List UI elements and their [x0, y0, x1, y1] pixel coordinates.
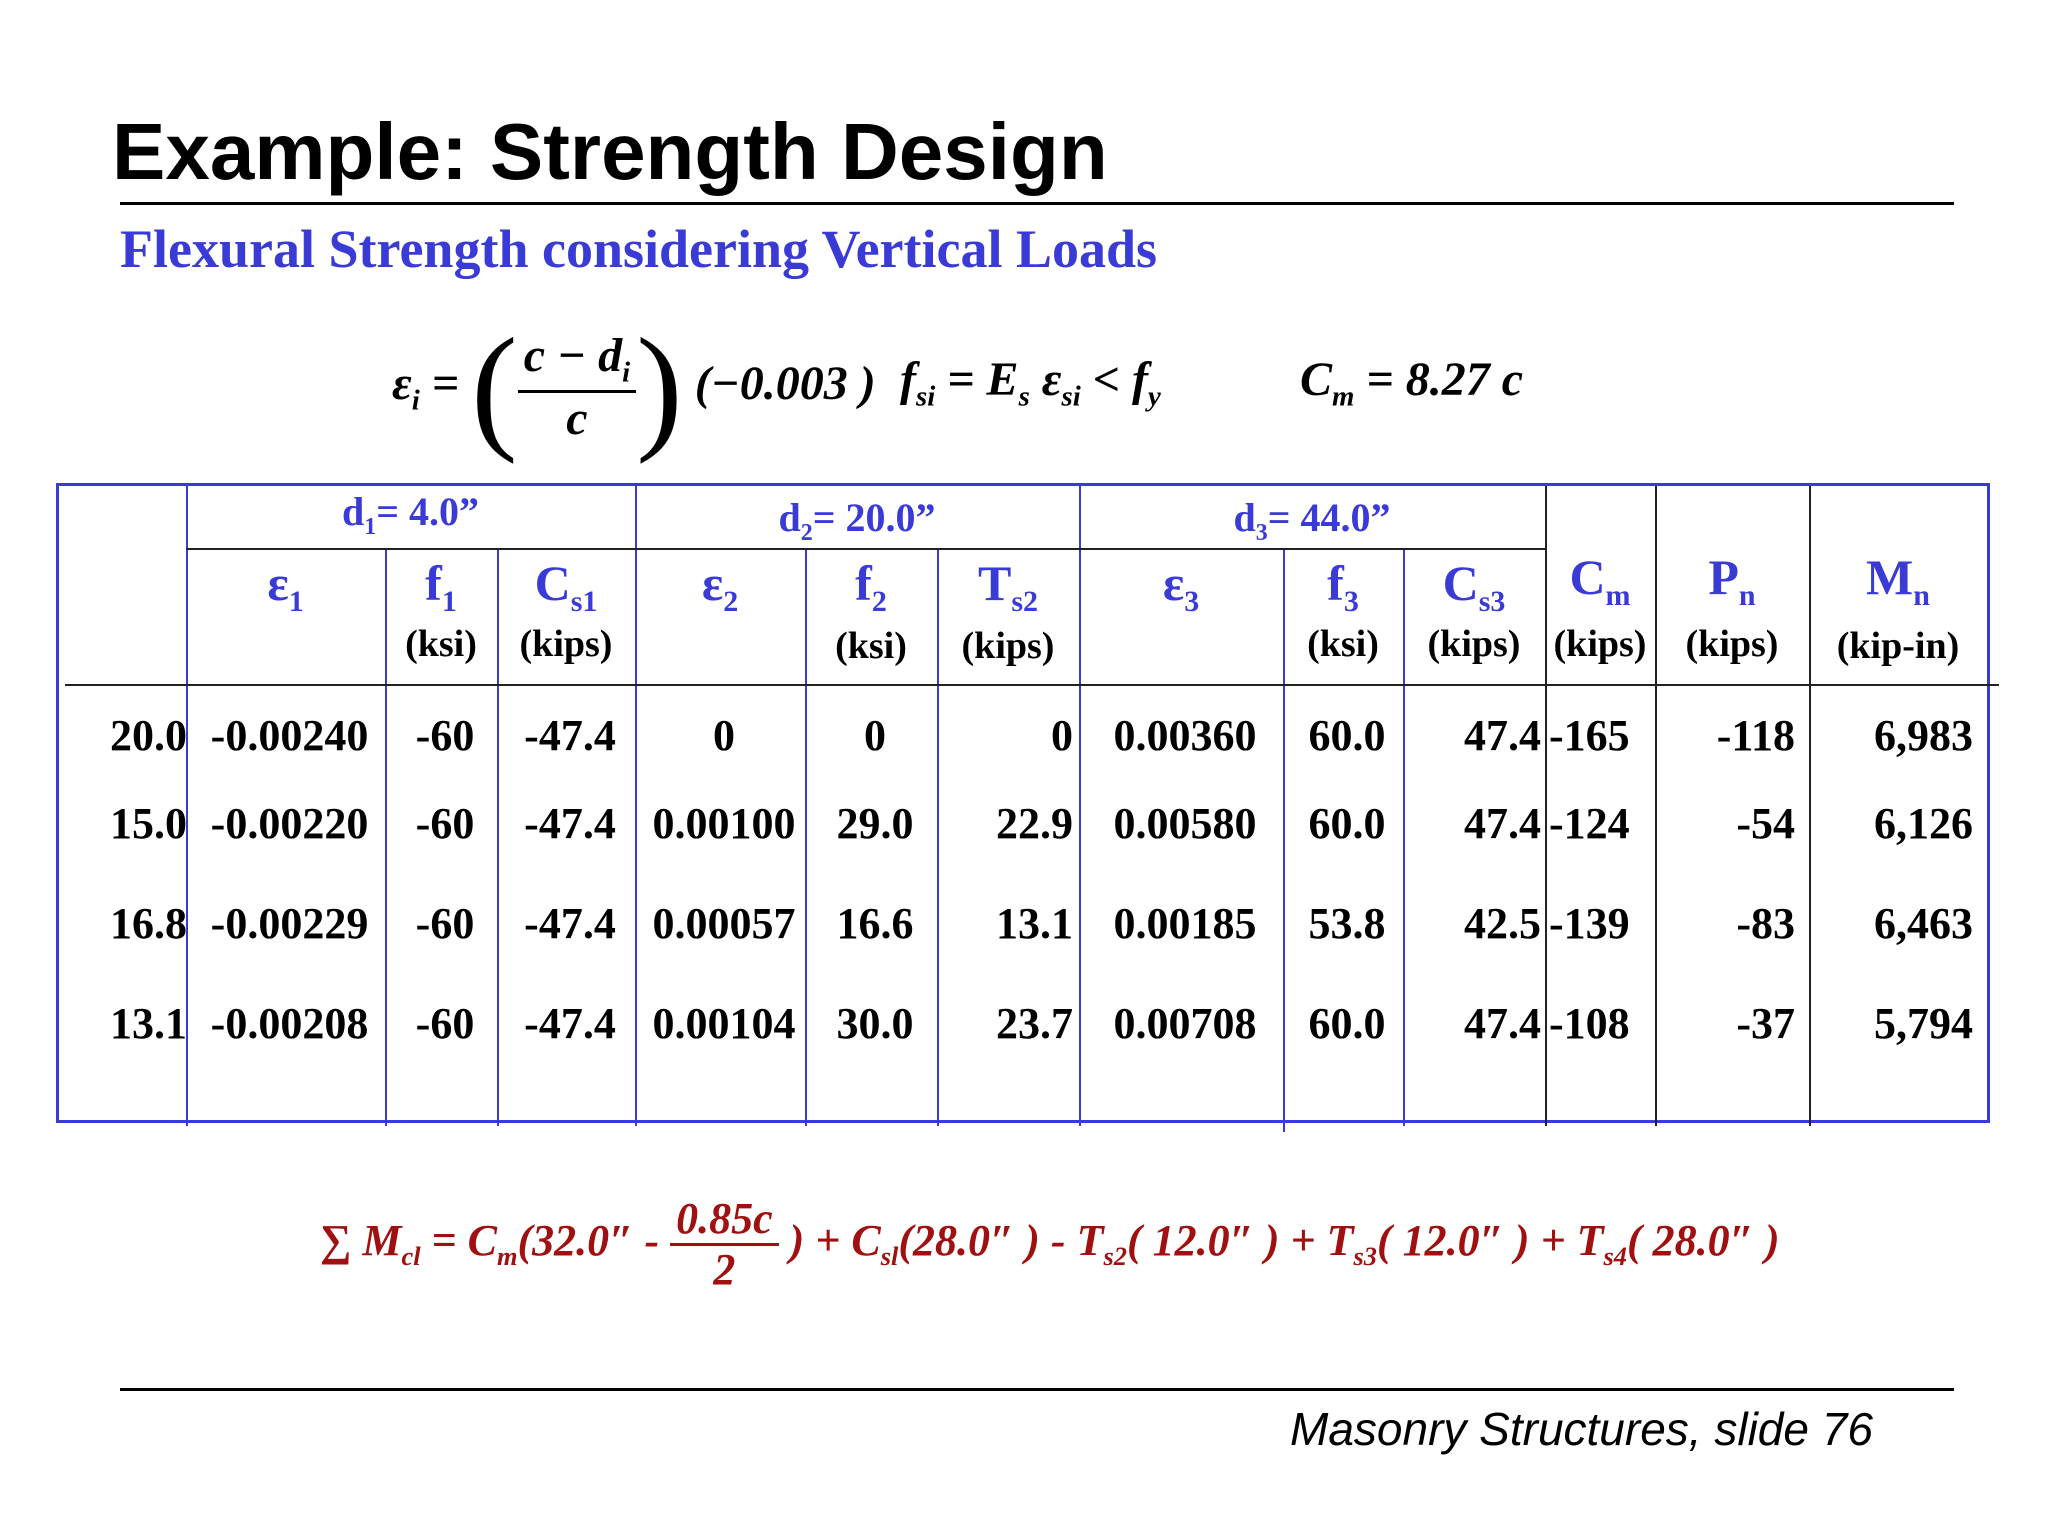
- col-unit-pn: (kips): [1685, 623, 1779, 665]
- eq-part4: (28.0″ ) - T: [898, 1215, 1104, 1265]
- stress-formula: [900, 352, 1161, 414]
- eq-part3-sub: sl: [880, 1240, 899, 1271]
- stress-rhs-sub: s: [1018, 380, 1030, 413]
- stress-sub: si: [915, 380, 936, 413]
- col-header-cm: $C_m$: [1569, 549, 1631, 612]
- table-cell: 42.5: [1464, 899, 1541, 948]
- col-unit-cm: (kips): [1553, 623, 1647, 665]
- row-c-value: 13.1: [110, 999, 187, 1048]
- table-cell: 29.0: [836, 799, 914, 848]
- strain-subscript: i: [411, 384, 420, 417]
- table-cell: 0.00360: [1113, 711, 1257, 760]
- strain-fraction: [518, 330, 636, 445]
- strain-equals: =: [431, 357, 460, 411]
- table-cell: 0.00100: [652, 799, 796, 848]
- eq-part4-sub: s2: [1103, 1240, 1127, 1271]
- table-cell: -118: [1716, 711, 1795, 760]
- table-cell: 6,983: [1874, 711, 1973, 760]
- table-cell: 6,463: [1874, 899, 1973, 948]
- strain-factor: (−0.003 ): [694, 357, 876, 411]
- stress-symbol: f: [900, 353, 916, 406]
- cm-symbol: C: [1300, 353, 1333, 406]
- group-header-d3: $d_3= 44.0$”: [1233, 495, 1391, 546]
- table-cell: -0.00208: [210, 999, 369, 1048]
- table-cell: 13.1: [996, 899, 1073, 948]
- table-cell: -165: [1549, 711, 1630, 760]
- table-cell: 60.0: [1308, 799, 1386, 848]
- table-cell: -0.00240: [210, 711, 369, 760]
- eq-part3: ) + C: [789, 1215, 881, 1265]
- footer-divider: [120, 1388, 1954, 1391]
- stress-lt-sub: y: [1148, 380, 1161, 413]
- table-cell: 47.4: [1464, 711, 1541, 760]
- left-paren: (: [471, 310, 518, 465]
- table-cell: -47.4: [524, 711, 616, 760]
- table-cell: -47.4: [524, 799, 616, 848]
- col-unit-ts2: (kips): [961, 625, 1055, 667]
- table-cell: 5,794: [1874, 999, 1973, 1048]
- table-cell: 0.00104: [652, 999, 796, 1048]
- eq-frac-num: 0.85c: [670, 1195, 779, 1246]
- table-cell: 0: [713, 711, 735, 760]
- table-cell: 47.4: [1464, 999, 1541, 1048]
- col-header-f1: $f_1$: [425, 555, 457, 618]
- table-cell: 0: [864, 711, 886, 760]
- group-header-rule: [186, 548, 1546, 550]
- col-header-mn: $M_n$: [1866, 549, 1930, 612]
- moment-equation: [320, 1195, 1780, 1295]
- row-c-value: 15.0: [110, 799, 187, 848]
- table-cell: 0.00580: [1113, 799, 1257, 848]
- cm-formula: [1300, 352, 1523, 414]
- table-cell: -0.00229: [210, 899, 369, 948]
- table-cell: 0.00708: [1113, 999, 1257, 1048]
- table-cell: 47.4: [1464, 799, 1541, 848]
- eq-frac-den: 2: [713, 1245, 736, 1295]
- group-header-d2: $d_2= 20.0$”: [778, 495, 936, 546]
- table-cell: 6,126: [1874, 799, 1973, 848]
- col-header-eps3: $\varepsilon_3$: [1162, 555, 1200, 618]
- col-header-cs3: $C_{s3}$: [1442, 555, 1506, 618]
- col-header-f3: $f_3$: [1327, 555, 1359, 618]
- strain-frac-num: c − d: [523, 329, 623, 383]
- col-header-f2: $f_2$: [855, 555, 887, 618]
- table-cell: 0.00185: [1113, 899, 1257, 948]
- table-cell: -60: [415, 999, 475, 1048]
- table-cell: 60.0: [1308, 999, 1386, 1048]
- eq-sigma: ∑ M: [320, 1215, 402, 1265]
- eq-fraction: [670, 1195, 779, 1295]
- table-cell: -0.00220: [210, 799, 369, 848]
- table-cell: -37: [1736, 999, 1795, 1048]
- col-header-cs1: $C_{s1}$: [534, 555, 598, 618]
- table-cell: 30.0: [836, 999, 914, 1048]
- col-header-eps2: $\varepsilon_2$: [701, 555, 739, 618]
- eq-sigma-sub: cl: [401, 1240, 421, 1271]
- col-header-ts2: $T_{s2}$: [977, 555, 1039, 618]
- col-header-eps1: $\varepsilon_1$: [267, 555, 304, 618]
- col-unit-cs3: (kips): [1427, 623, 1521, 665]
- col-header-pn: $P_n$: [1708, 549, 1756, 612]
- eq-part2: (32.0″ -: [517, 1215, 660, 1265]
- table-cell: -83: [1736, 899, 1795, 948]
- strain-frac-den: c: [566, 391, 588, 445]
- table-cell: 23.7: [996, 999, 1073, 1048]
- slide-footer: Masonry Structures, slide 76: [1290, 1403, 1873, 1455]
- col-unit-f2: (ksi): [835, 625, 907, 667]
- slide-subtitle: Flexural Strength considering Vertical Loads: [120, 219, 1158, 279]
- group-header-d1: $d_1= 4.0$”: [341, 489, 480, 540]
- eq-part6: ( 12.0″ ) + T: [1376, 1215, 1604, 1265]
- col-unit-cs1: (kips): [519, 623, 613, 665]
- stress-rhs: = E: [947, 353, 1019, 406]
- table-cell: -124: [1549, 799, 1630, 848]
- col-unit-f1: (ksi): [405, 623, 477, 665]
- slide-title: Example: Strength Design: [112, 107, 1108, 196]
- table-cell: 0.00057: [652, 899, 796, 948]
- title-divider: [120, 202, 1954, 205]
- strain-frac-num-sub: i: [622, 357, 631, 390]
- eq-part1: = C: [431, 1215, 497, 1265]
- eq-part1-sub: m: [496, 1240, 518, 1271]
- table-cell: -47.4: [524, 899, 616, 948]
- table-cell: -47.4: [524, 999, 616, 1048]
- table-cell: -60: [415, 899, 475, 948]
- table-cell: -60: [415, 711, 475, 760]
- cm-sub: m: [1332, 380, 1355, 413]
- row-c-value: 16.8: [110, 899, 187, 948]
- stress-eps-sub: si: [1061, 380, 1081, 413]
- right-paren: ): [636, 310, 683, 465]
- col-unit-f3: (ksi): [1307, 623, 1379, 665]
- stress-eps: ε: [1041, 353, 1062, 406]
- row-c-value: 20.0: [110, 711, 187, 760]
- cm-rhs: = 8.27 c: [1366, 353, 1524, 406]
- results-table: [56, 483, 1990, 1123]
- table-cell: -108: [1549, 999, 1630, 1048]
- table-cell: 16.6: [836, 899, 914, 948]
- table-cell: -139: [1549, 899, 1630, 948]
- table-cell: 0: [1051, 711, 1073, 760]
- table-cell: -60: [415, 799, 475, 848]
- eq-part7: ( 28.0″ ): [1627, 1215, 1780, 1265]
- eq-part5-sub: s3: [1353, 1240, 1377, 1271]
- eq-part6-sub: s4: [1603, 1240, 1627, 1271]
- strain-formula: [392, 310, 876, 465]
- eq-part5: ( 12.0″ ) + T: [1126, 1215, 1354, 1265]
- table-cell: 22.9: [996, 799, 1073, 848]
- table-cell: 60.0: [1308, 711, 1386, 760]
- col-unit-mn: (kip-in): [1836, 625, 1960, 667]
- stress-lt: < f: [1092, 353, 1149, 406]
- strain-symbol: ε: [392, 357, 412, 411]
- header-rule: [65, 684, 1999, 686]
- table-cell: 53.8: [1308, 899, 1386, 948]
- table-cell: -54: [1736, 799, 1795, 848]
